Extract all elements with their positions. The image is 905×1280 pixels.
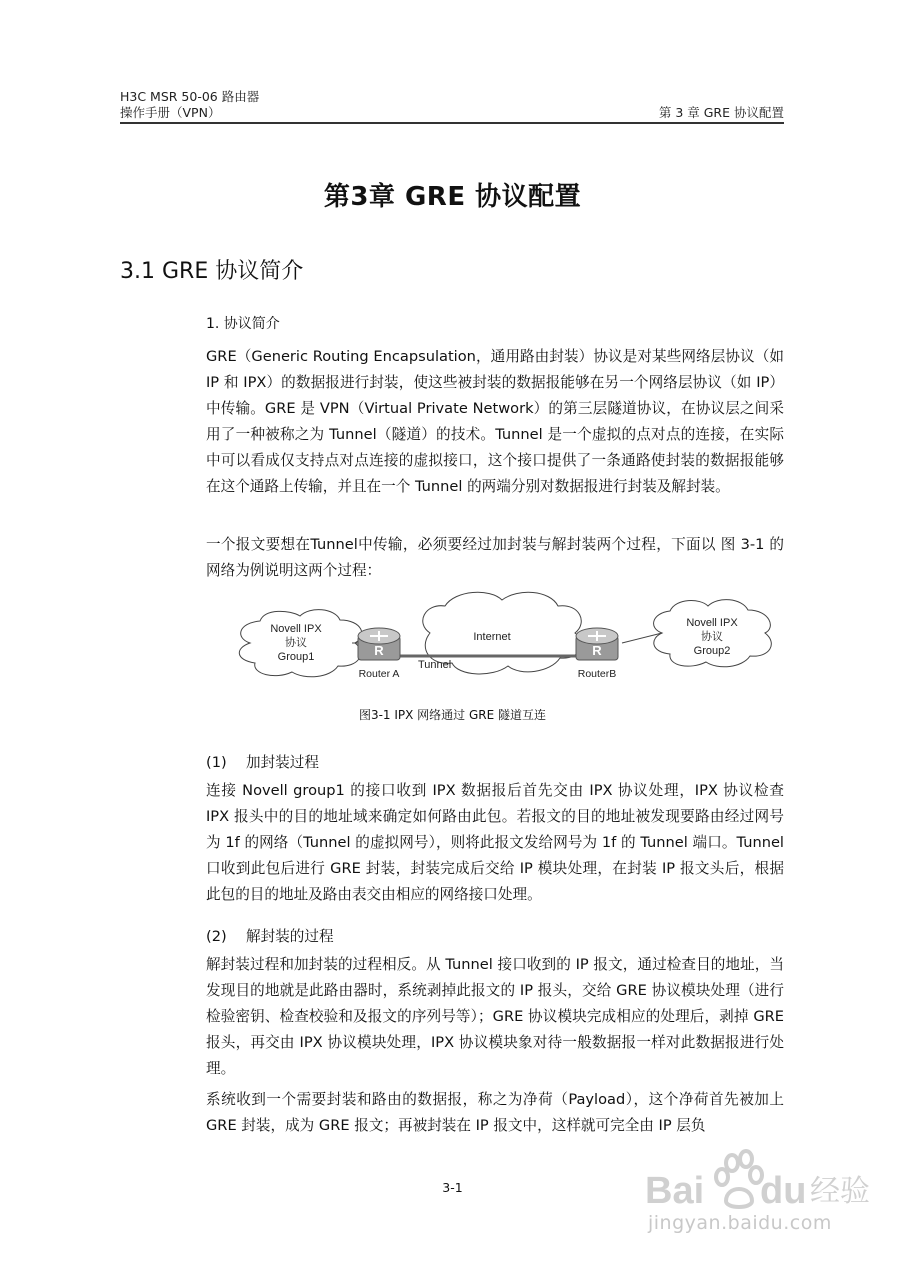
header-product: H3C MSR 50-06 路由器 — [120, 89, 260, 104]
figure-caption: 图3-1 IPX 网络通过 GRE 隧道互连 — [358, 708, 547, 722]
section-title: 3.1 GRE 协议简介 — [120, 259, 304, 284]
tunnel-label: Tunnel — [418, 659, 452, 671]
step1-heading — [206, 751, 319, 772]
group2-line3: Group2 — [693, 645, 731, 657]
router-a-glyph: R — [374, 643, 384, 658]
svg-text:经验: 经验 — [810, 1175, 870, 1208]
router-b-label: RouterB — [577, 668, 617, 680]
step2-heading — [206, 925, 334, 946]
payload-paragraph: 系统收到一个需要封装和路由的数据报，称之为净荷（Payload），这个净荷首先被加上 GRE 封装，成为 GRE 报文；再被封装在 IP 报文中，这样就可完全由 IP 层负 — [206, 1091, 784, 1134]
router-a-label: Router A — [358, 668, 400, 680]
internet-label: Internet — [473, 631, 511, 643]
header-chapter-ref: 第 3 章 GRE 协议配置 — [658, 105, 784, 120]
group1-line1: Novell IPX — [270, 623, 322, 635]
page-number: 3-1 — [442, 1180, 463, 1195]
svg-text:du: du — [760, 1170, 807, 1212]
step1-paragraph: 连接 Novell group1 的接口收到 IPX 数据报后首先交由 IPX 协议处理，IPX 协议检查 IPX 报头中的目的地址域来确定如何路由此包。若报文的目的地址被发现要路由经过网号为 1f 的网络（Tunnel 的虚拟网号），则将此报文发给网号为 1f 的 Tunnel 端口。Tunnel 口收到此包后进行 GRE 封装，封装完成后交给 IP 模块处理，在封装 IP 报文头后，根据此包的目的地址及路由表交由相应的网络接口处理。 — [206, 782, 784, 903]
watermark-url: jingyan.baidu.com — [648, 1212, 832, 1234]
step2-number: (2) — [206, 928, 227, 945]
intro-paragraph: GRE（Generic Routing Encapsulation，通用路由封装）协议是对某些网络层协议（如 IP 和 IPX）的数据报进行封装，使这些被封装的数据报能够在另一个网络层协议（如 IP）中传输。GRE 是 VPN（Virtual Private Network）的第三层隧道协议，在协议层之间采用了一种被称之为 Tunnel（隧道）的技术。Tunnel 是一个虚拟的点对点的连接，在实际中可以看成仅支持点对点连接的虚拟接口，这个接口提供了一条通路使封装的数据报能够在这个通路上传输，并且在一个 Tunnel 的两端分别对数据报进行封装及解封装。 — [206, 348, 784, 495]
figure-intro-paragraph: 一个报文要想在Tunnel中传输，必须要经过加封装与解封装两个过程，下面以 图 3-1 的网络为例说明这两个过程： — [206, 536, 784, 579]
svg-text:Bai: Bai — [645, 1170, 705, 1212]
step1-title: 加封装过程 — [246, 754, 319, 771]
group2-line1: Novell IPX — [686, 617, 738, 629]
router-b-glyph: R — [592, 643, 602, 658]
header-manual: 操作手册（VPN） — [120, 105, 221, 120]
chapter-title: 第3章 GRE 协议配置 — [323, 182, 582, 212]
network-diagram — [230, 588, 790, 698]
group1-line2: 协议 — [285, 637, 307, 649]
group1-line3: Group1 — [277, 651, 315, 663]
step2-paragraph: 解封装过程和加封装的过程相反。从 Tunnel 接口收到的 IP 报文，通过检查目的地址，当发现目的地就是此路由器时，系统剥掉此报文的 IP 报头，交给 GRE 协议模块处理（进行检验密钥、检查校验和及报文的序列号等）；GRE 协议模块完成相应的处理后，剥掉 GRE 报头，再交由 IPX 协议模块处理，IPX 协议模块象对待一般数据报一样对此数据报进行处理。 — [206, 956, 784, 1077]
step2-title: 解封装的过程 — [246, 928, 334, 945]
header-divider — [120, 122, 784, 124]
subsection-title: 1. 协议简介 — [206, 316, 280, 332]
step1-number: (1) — [206, 754, 227, 771]
group2-line2: 协议 — [701, 631, 723, 643]
